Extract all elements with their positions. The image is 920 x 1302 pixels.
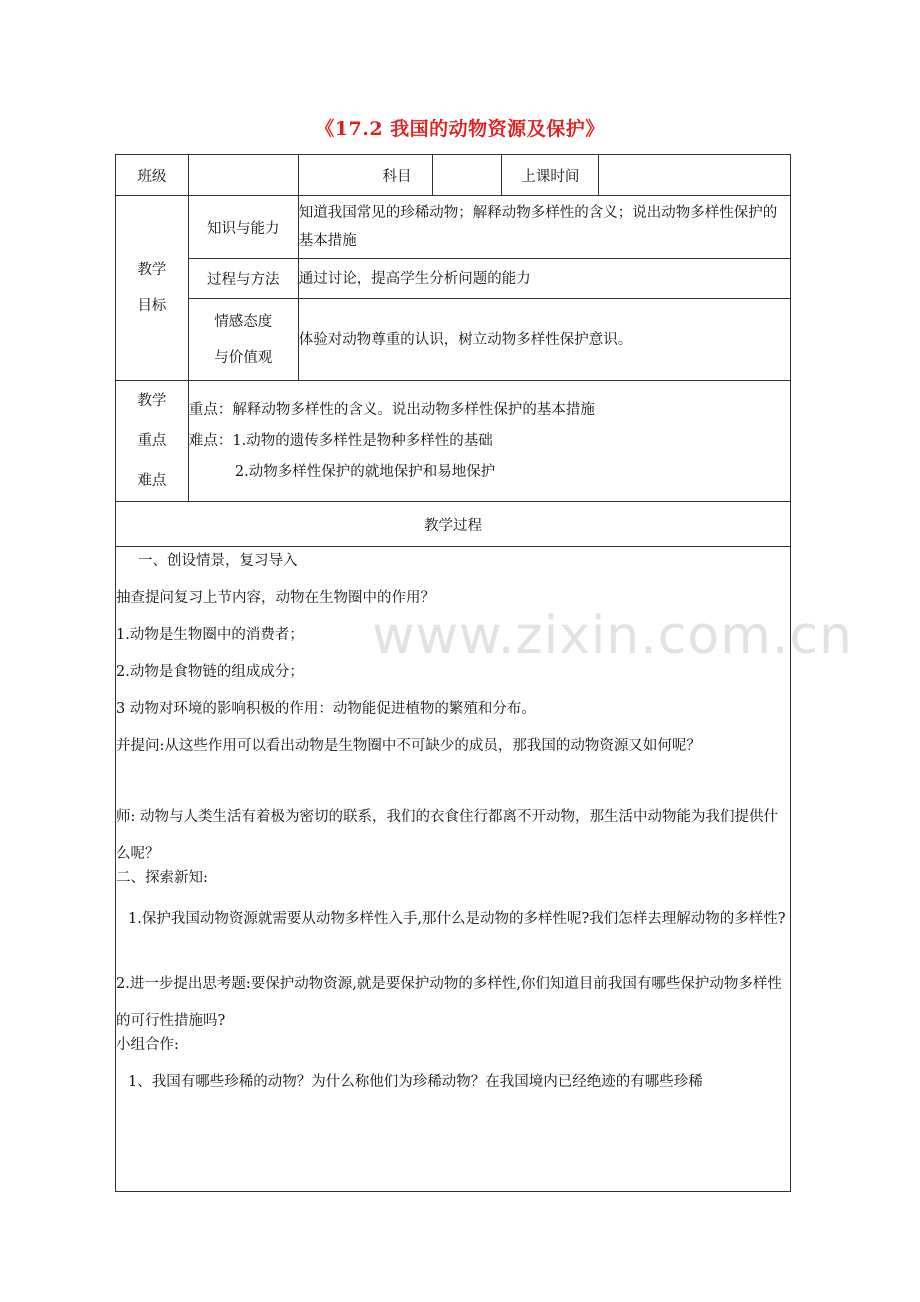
process-paragraph: 小组合作: [116,1037,179,1053]
subject-label: 科目 [298,155,432,196]
subject-value [432,155,502,196]
goals-label-line2: 目标 [137,298,167,314]
spacer [116,769,790,799]
keypoints-label-line1: 教学 [137,393,167,409]
goal-text-process: 通过讨论，提高学生分析问题的能力 [298,259,790,299]
document-title: 《17.2 我国的动物资源及保护》 [315,118,605,140]
keypoint-focus: 重点：解释动物多样性的含义。说出动物多样性保护的基本措施 [188,401,595,418]
keypoints-label-line3: 难点 [137,473,167,489]
class-label: 班级 [116,155,189,196]
process-body [116,547,791,1192]
process-paragraph: 1、我国有哪些珍稀的动物？为什么称他们为珍稀动物？在我国境内已经绝迹的有哪些珍稀 [128,1074,703,1090]
goal-label-knowledge: 知识与能力 [188,196,298,259]
keypoints-content [188,381,790,502]
goal-label-process: 过程与方法 [188,259,298,299]
goal-row-attitude [116,299,791,381]
goals-label [116,196,189,381]
goal-label-attitude-line1: 情感态度 [214,313,273,330]
process-header-row [116,502,791,547]
header-row [116,155,791,196]
goal-text-attitude: 体验对动物尊重的认识，树立动物多样性保护意识。 [298,299,790,381]
class-value [188,155,298,196]
keypoints-row [116,381,791,502]
process-heading-2: 二、探索新知: [116,870,208,886]
process-paragraph: 1.动物是生物圈中的消费者； [116,627,304,643]
process-paragraph: 1.保护我国动物资源就需要从动物多样性入手,那什么是动物的多样性呢?我们怎样去理解动物的多样性? [128,911,786,927]
goal-text-knowledge: 知道我国常见的珍稀动物；解释动物多样性的含义；说出动物多样性保护的基本措施 [298,196,790,259]
process-paragraph: 并提问:从这些作用可以看出动物是生物圈中不可缺少的成员，那我国的动物资源又如何呢？ [116,738,701,754]
goal-label-attitude-line2: 与价值观 [214,349,273,366]
keypoints-label [116,381,189,502]
goal-row-process [116,259,791,299]
process-header: 教学过程 [116,502,791,547]
process-paragraph: 3 动物对环境的影响积极的作用：动物能促进植物的繁殖和分布。 [116,701,536,717]
time-value [599,155,791,196]
keypoints-label-line2: 重点 [137,433,167,449]
goal-row-knowledge [116,196,791,259]
lesson-plan-table [115,154,791,1192]
goal-label-attitude [188,299,298,381]
process-paragraph: 师: 动物与人类生活有着极为密切的联系，我们的衣食住行都离不开动物，那生活中动物能为我们提供什么呢？ [116,809,778,862]
process-heading-1: 一、创设情景，复习导入 [138,553,298,569]
process-paragraph: 抽查提问复习上节内容，动物在生物圈中的作用？ [116,590,435,606]
process-body-row [116,547,791,1192]
keypoint-difficulty-1: 难点：1.动物的遗传多样性是物种多样性的基础 [188,432,493,449]
process-paragraph: 2.进一步提出思考题:要保护动物资源,就是要保护动物的多样性,你们知道目前我国有哪些保护动物多样性的可行性措施吗? [116,976,782,1029]
process-paragraph: 2.动物是食物链的组成成分； [116,664,304,680]
goals-label-line1: 教学 [137,262,167,278]
time-label: 上课时间 [502,155,599,196]
watermark: www.zixin.com.cn [372,606,853,666]
keypoint-difficulty-2: 2.动物多样性保护的就地保护和易地保护 [234,463,496,480]
